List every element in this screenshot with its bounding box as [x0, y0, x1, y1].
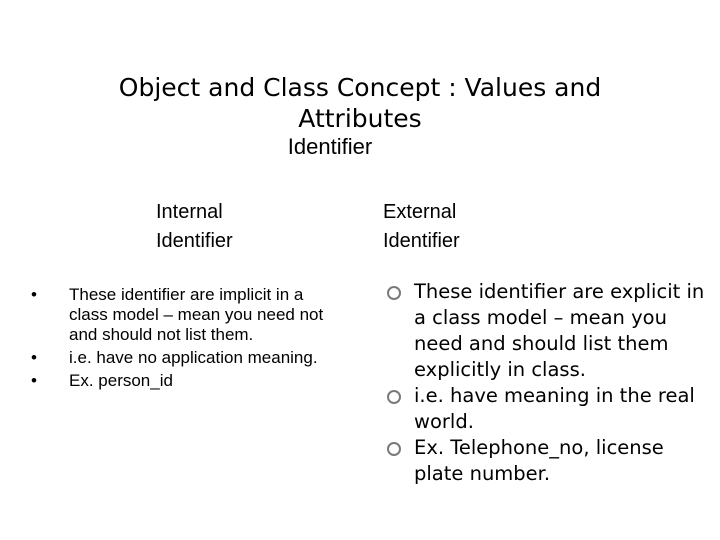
external-identifier-list	[383, 279, 713, 487]
bullet-icon: •	[31, 285, 37, 304]
list-item-text: These identifier are explicit in a class model – mean you need and should list them explicitly in class.	[414, 280, 705, 381]
list-item-text: These identifier are implicit in a class model – mean you need not and should not list them.	[69, 285, 324, 344]
list-item	[383, 383, 713, 435]
hollow-circle-bullet-icon	[387, 442, 401, 456]
bullet-icon: •	[31, 371, 37, 390]
hollow-circle-bullet-icon	[387, 286, 401, 300]
slide-title: Object and Class Concept : Values and Attributes	[118, 73, 602, 133]
list-item-text: i.e. have meaning in the real world.	[414, 384, 695, 433]
internal-heading-line-1: Internal	[156, 201, 223, 223]
hollow-circle-bullet-icon	[387, 390, 401, 404]
list-item	[383, 279, 713, 383]
internal-identifier-heading	[156, 198, 233, 256]
internal-identifier-list	[31, 285, 331, 394]
identifier-heading: Identifier	[287, 134, 373, 159]
external-heading-line-2: Identifier	[383, 230, 460, 252]
list-item-text: Ex. person_id	[69, 371, 173, 390]
external-heading-line-1: External	[383, 201, 457, 223]
internal-heading-line-2: Identifier	[156, 230, 233, 252]
list-item	[383, 435, 713, 487]
bullet-icon: •	[31, 348, 37, 367]
list-item-text: i.e. have no application meaning.	[69, 348, 318, 367]
list-item	[31, 348, 331, 368]
external-identifier-heading	[383, 198, 460, 256]
list-item	[31, 371, 331, 391]
list-item	[31, 285, 331, 345]
list-item-text: Ex. Telephone_no, license plate number.	[414, 436, 664, 485]
